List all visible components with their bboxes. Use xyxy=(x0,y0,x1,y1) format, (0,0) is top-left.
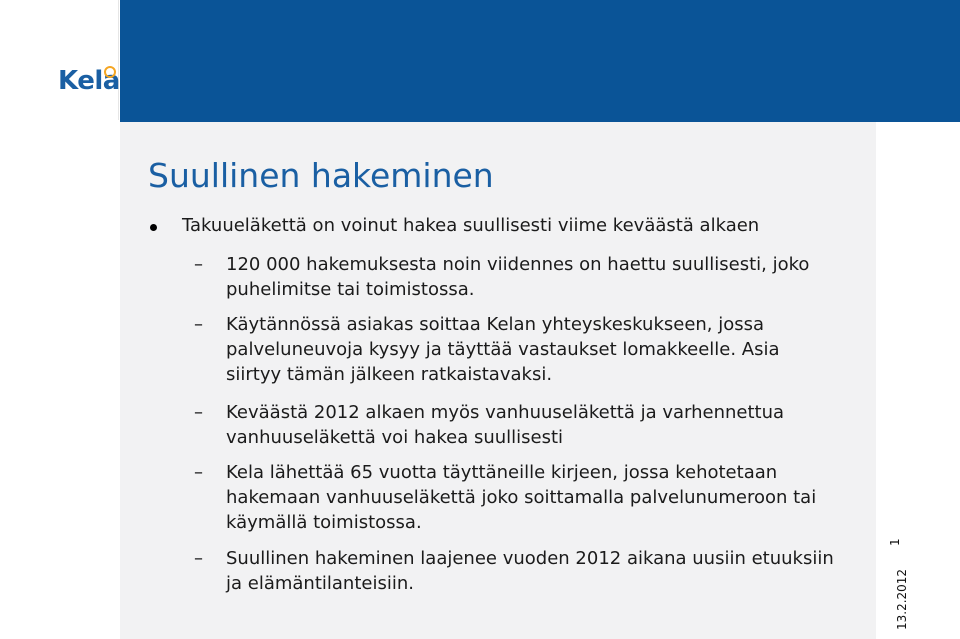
list-item xyxy=(194,546,834,596)
dash-icon: – xyxy=(194,462,203,483)
kela-logo: Kela xyxy=(58,66,120,96)
dash-icon: – xyxy=(194,314,203,335)
header-band xyxy=(120,0,960,122)
list-item xyxy=(194,312,834,387)
bullet-icon xyxy=(150,224,157,231)
list-item-text: 120 000 hakemuksesta noin viidennes on haettu suullisesti, joko puhelimitse tai toimistossa. xyxy=(226,254,810,300)
list-item xyxy=(194,460,834,535)
dash-icon: – xyxy=(194,402,203,423)
list-item-text: Käytännössä asiakas soittaa Kelan yhteyskeskukseen, jossa palveluneuvoja kysyy ja täyttää vastaukset lomakkeelle. Asia siirtyy tämän jälkeen ratkaistavaksi. xyxy=(226,314,780,385)
list-item-text: Suullinen hakeminen laajenee vuoden 2012 aikana uusiin etuuksiin ja elämäntilanteisiin. xyxy=(226,548,834,594)
logo-mark-icon xyxy=(104,66,116,78)
page-number: 1 xyxy=(888,538,902,546)
dash-icon: – xyxy=(194,254,203,275)
slide-title: Suullinen hakeminen xyxy=(148,156,494,195)
logo-area xyxy=(0,0,119,120)
dash-icon: – xyxy=(194,548,203,569)
list-item xyxy=(194,400,834,450)
side-strip xyxy=(876,122,960,639)
main-bullet: Takuueläkettä on voinut hakea suullisesti viime keväästä alkaen xyxy=(182,215,760,236)
list-item-text: Kela lähettää 65 vuotta täyttäneille kirjeen, jossa kehotetaan hakemaan vanhuuseläkettä joko soittamalla palvelunumeroon tai käymällä toimistossa. xyxy=(226,462,817,533)
list-item xyxy=(194,252,834,302)
list-item-text: Keväästä 2012 alkaen myös vanhuuseläkettä ja varhennettua vanhuuseläkettä voi hakea suullisesti xyxy=(226,402,785,448)
slide-date: 13.2.2012 xyxy=(895,568,909,630)
